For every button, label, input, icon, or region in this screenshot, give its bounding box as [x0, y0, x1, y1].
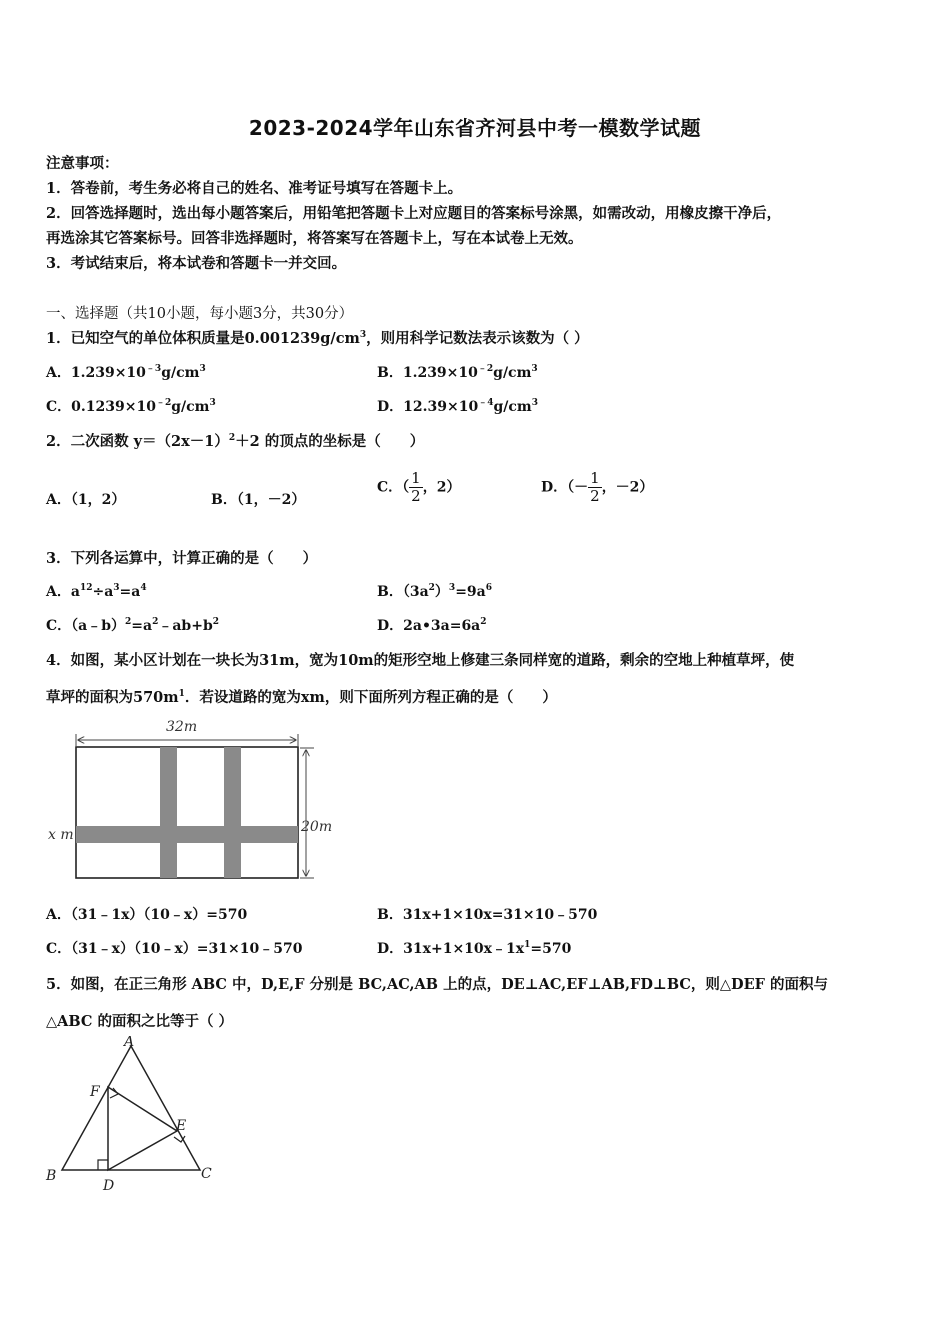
q2-option-a: A．（1，2） — [46, 492, 126, 508]
q3-option-a: A．$a^{12}\div a^3=a^4$ — [46, 583, 147, 600]
q3-option-b: B．$(3a^2)^3=9a^6$ — [377, 583, 492, 600]
q2-option-b: B．（1，－2） — [211, 492, 306, 508]
q1-option-a: A．$1.239\times 10^{﹣3}g/cm^3$ — [46, 364, 206, 381]
width-label: 32m — [166, 719, 198, 735]
q4-option-b: B．31x+1×10x=31×10﹣570 — [377, 907, 598, 923]
q4-option-a: A．（31﹣1x）（10﹣x）=570 — [46, 907, 248, 923]
q2-option-d: D．（－ $\frac{1}{2}$ ，－2） — [541, 469, 654, 505]
notice-heading: 注意事项： — [46, 155, 119, 172]
notice-item-1: 1．答卷前，考生务必将自己的姓名、准考证号填写在答题卡上。 — [46, 180, 463, 197]
q3-option-d: D．$2a•3a=6a^2$ — [377, 617, 487, 634]
fraction-one-half: $\frac{1}{2}$ — [411, 469, 421, 505]
notice-item-3: 3．考试结束后，将本试卷和答题卡一并交回。 — [46, 255, 347, 272]
triangle-abc — [62, 1046, 200, 1170]
question-4-stem-line2: 草坪的面积为$570m^1$．若设道路的宽为xm，则下面所列方程正确的是（ ） — [46, 689, 557, 706]
question-2-stem: 2．二次函数 $y=(2x-1)^2+2$ 的顶点的坐标是（ ） — [46, 433, 425, 450]
right-angle-mark-d — [98, 1160, 108, 1170]
q1-option-d: D．$12.39\times 10^{﹣4}g/cm^3$ — [377, 398, 538, 415]
q1-option-c: C．$0.1239\times 10^{﹣2}g/cm^3$ — [46, 398, 216, 415]
triangle-def — [108, 1087, 177, 1170]
q3-option-c: C．$(a﹣b)^2=a^2﹣ab+b^2$ — [46, 617, 220, 634]
vertex-label-f: F — [90, 1084, 100, 1100]
question-1-stem: 1．已知空气的单位体积质量是$0.001239g/cm^3$，则用科学记数法表示该数为（ ） — [46, 330, 589, 347]
q2-option-c: C．（ $\frac{1}{2}$ ，2） — [377, 469, 461, 505]
q4-option-c: C．（31﹣x）（10﹣x）=31×10﹣570 — [46, 941, 303, 957]
vertex-label-d: D — [103, 1178, 115, 1194]
section-heading: 一、选择题（共10小题，每小题3分，共30分） — [46, 306, 354, 322]
vertex-label-a: A — [124, 1036, 135, 1050]
road-width-label: x m — [48, 827, 74, 843]
equilateral-triangle-figure — [40, 1036, 230, 1196]
height-label: 20m — [301, 819, 333, 835]
notice-item-2: 2．回答选择题时，选出每小题答案后，用铅笔把答题卡上对应题目的答案标号涂黑，如需改动，用橡皮擦干净后， — [46, 205, 782, 222]
rectangular-lot — [76, 747, 298, 878]
vertical-road — [160, 747, 177, 878]
question-4-stem-line1: 4．如图，某小区计划在一块长为31m，宽为10m的矩形空地上修建三条同样宽的道路，剩余的空地上种植草坪，使 — [46, 652, 795, 669]
vertex-label-c: C — [201, 1166, 212, 1182]
page-title: 2023-2024学年山东省齐河县中考一模数学试题 — [248, 116, 702, 140]
road-layout-figure — [44, 714, 344, 890]
question-5-stem-line1: 5．如图，在正三角形 ABC 中，D,E,F 分别是 BC,AC,AB 上的点，DE⊥AC,EF⊥AB,FD⊥BC，则△DEF 的面积与 — [46, 976, 829, 993]
vertex-label-b: B — [46, 1168, 57, 1184]
q4-option-d: D．$31x+1\times 10x﹣1x^1=570$ — [377, 940, 572, 957]
horizontal-road — [76, 826, 298, 843]
notice-item-2-cont: 再选涂其它答案标号。回答非选择题时，将答案写在答题卡上，写在本试卷上无效。 — [46, 230, 583, 247]
question-5-stem-line2: △ABC 的面积之比等于（ ） — [46, 1013, 234, 1030]
question-3-stem: 3．下列各运算中，计算正确的是（ ） — [46, 550, 318, 567]
fraction-one-half: $\frac{1}{2}$ — [590, 469, 600, 505]
q1-option-b: B．$1.239\times 10^{﹣2}g/cm^3$ — [377, 364, 538, 381]
vertex-label-e: E — [176, 1118, 187, 1134]
vertical-road — [224, 747, 241, 878]
